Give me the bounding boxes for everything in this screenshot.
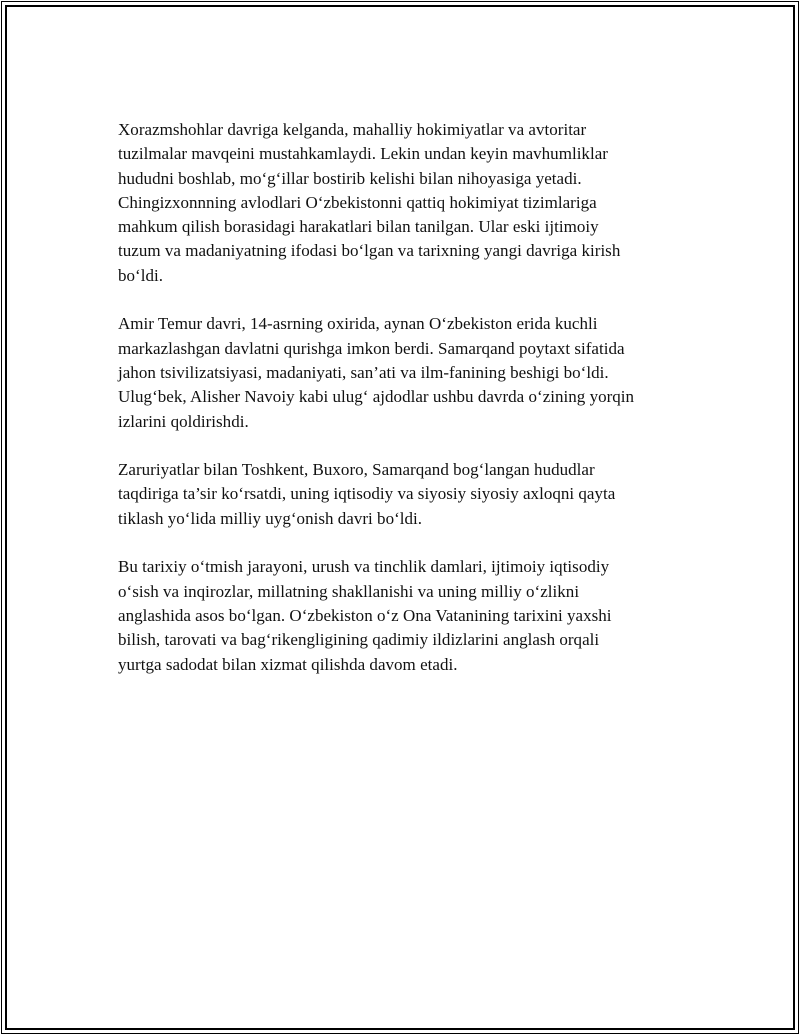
paragraph-2: Amir Temur davri, 14-asrning oxirida, aynan O‘zbekiston erida kuchli markazlashgan davlatni qurishga imkon berdi. Samarqand poytaxt sifatida jahon tsivilizatsiyasi, madaniyati, san’ati va ilm-fanining beshigi bo‘ldi. Ulug‘bek, Alisher Navoiy kabi ulug‘ ajdodlar ushbu davrda o‘zining yorqin izlarini qoldirishdi. bbox=[118, 314, 635, 431]
paragraph-4: Bu tarixiy o‘tmish jarayoni, urush va tinchlik damlari, ijtimoiy iqtisodiy o‘sish va inqirozlar, millatning shakllanishi va uning milliy o‘zlikni anglashida asos bo‘lgan. O‘zbekiston o‘z Ona Vatanining tarixini yaxshi bilish, tarovati va bag‘rikengligining qadimiy ildizlarini anglash orqali yurtga sadodat bilan xizmat qilishda davom etadi. bbox=[118, 557, 612, 674]
paragraph-3: Zaruriyatlar bilan Toshkent, Buxoro, Samarqand bog‘langan hududlar taqdiriga ta’sir ko‘rsatdi, uning iqtisodiy va siyosiy siyosiy axloqni qayta tiklash yo‘lida milliy uyg‘onish davri bo‘ldi. bbox=[118, 460, 616, 528]
document-body bbox=[118, 118, 688, 701]
paragraph-1: Xorazmshohlar davriga kelganda, mahalliy hokimiyatlar va avtoritar tuzilmalar mavqeini mustahkamlaydi. Lekin undan keyin mavhumliklar hududni boshlab, mo‘g‘illar bostirib kelishi bilan nihoyasiga yetadi. Chingizxonnning avlodlari O‘zbekistonni qattiq hokimiyat tizimlariga mahkum qilish borasidagi harakatlari bilan tanilgan. Ular eski ijtimoiy tuzum va madaniyatning ifodasi bo‘lgan va tarixning yangi davriga kirish bo‘ldi. bbox=[118, 120, 621, 285]
